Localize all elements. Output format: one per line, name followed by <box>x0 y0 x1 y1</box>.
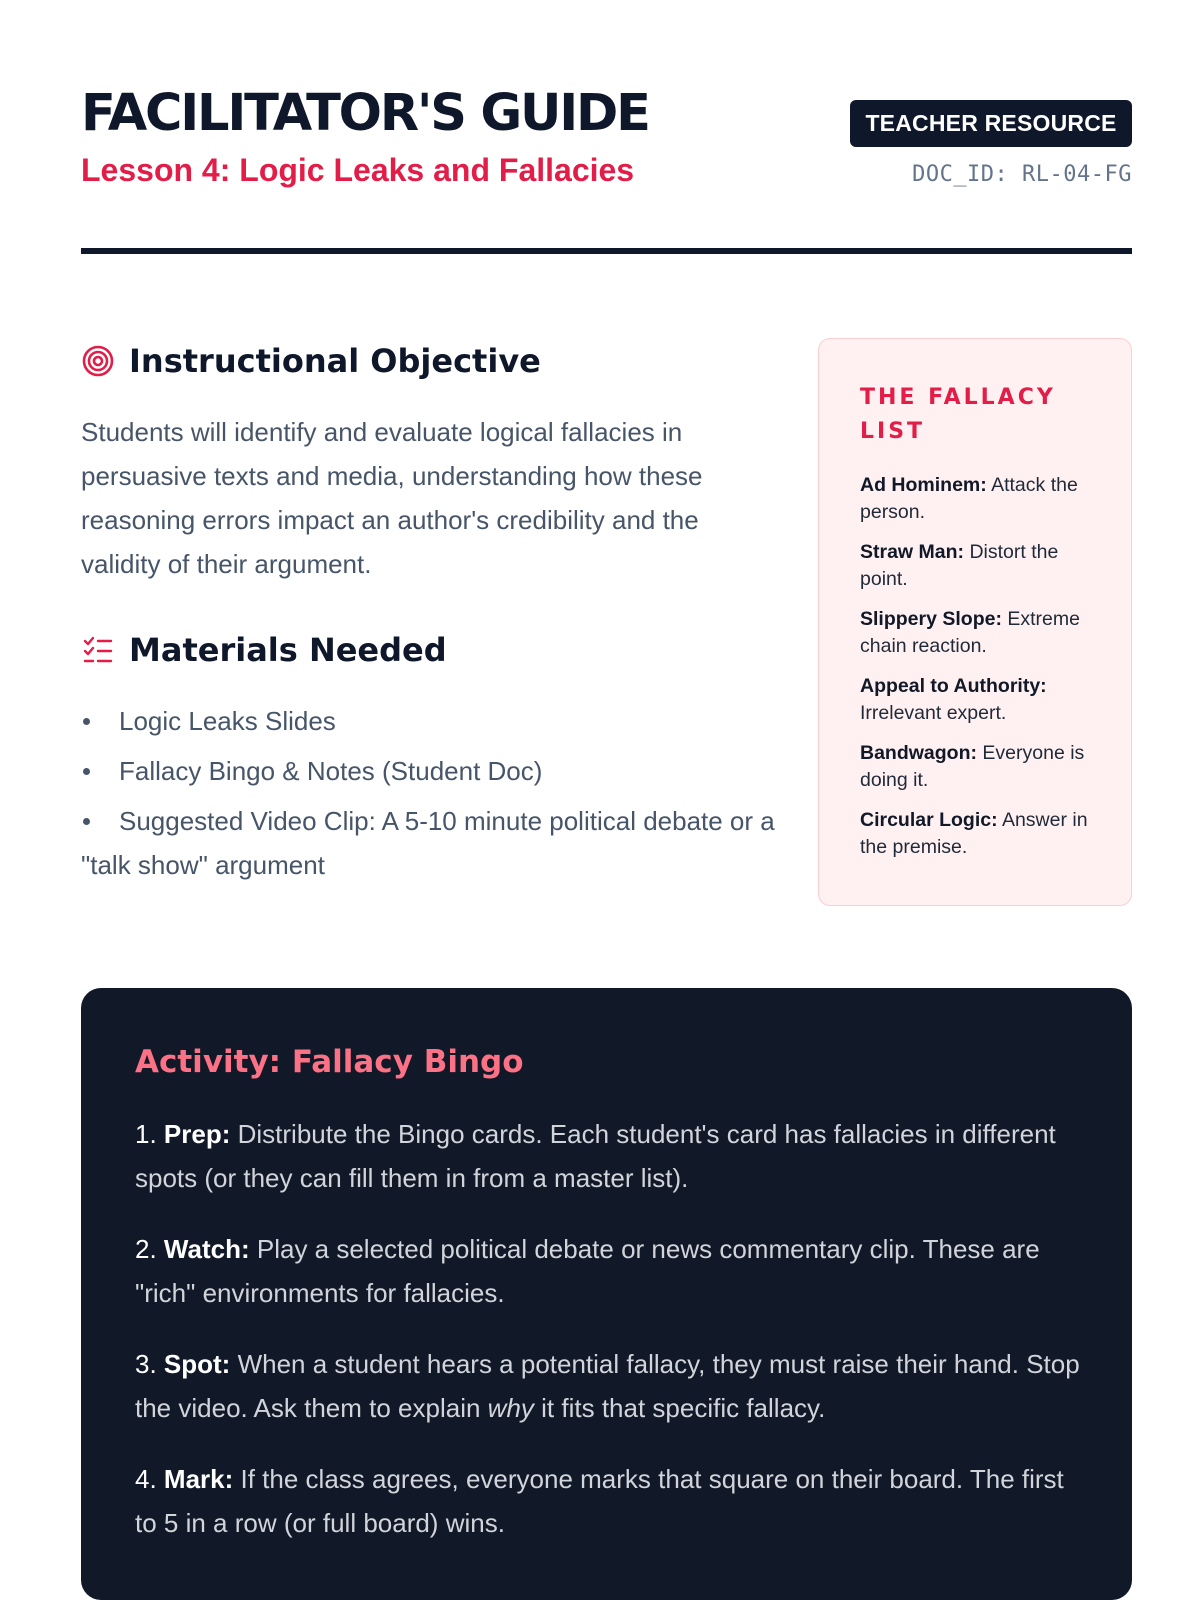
fallacy-term: Circular Logic: <box>860 809 998 831</box>
step-number: 3. <box>135 1349 157 1379</box>
fallacy-term: Ad Hominem: <box>860 474 987 496</box>
materials-heading: Materials Needed <box>129 631 447 669</box>
fallacy-list-panel <box>818 338 1132 906</box>
list-item <box>81 799 781 887</box>
step-text: If the class agrees, everyone marks that square on their board. The first to 5 in a row (or full board) wins. <box>135 1464 1064 1538</box>
fallacy-item <box>860 472 1100 526</box>
fallacy-list-title: THE FALLACY LIST <box>860 385 1056 444</box>
page-title: FACILITATOR'S GUIDE <box>81 84 649 143</box>
activity-step <box>135 1342 1085 1430</box>
activity-step <box>135 1112 1085 1200</box>
step-number: 4. <box>135 1464 157 1494</box>
activity-step <box>135 1457 1085 1545</box>
bullet-icon <box>83 818 90 825</box>
doc-id: DOC_ID: RL-04-FG <box>912 162 1132 187</box>
objective-heading: Instructional Objective <box>129 342 541 380</box>
activity-panel <box>81 988 1132 1600</box>
activity-steps <box>135 1112 1085 1572</box>
bullet-icon <box>83 768 90 775</box>
step-number: 2. <box>135 1234 157 1264</box>
teacher-resource-badge: TEACHER RESOURCE <box>850 100 1132 147</box>
checklist-icon <box>81 633 115 667</box>
document-header <box>81 82 1132 197</box>
step-label: Mark: <box>163 1464 234 1494</box>
fallacy-desc: Attack the person. <box>860 474 1078 523</box>
fallacy-desc: Distort the point. <box>860 541 1059 590</box>
list-item <box>81 749 781 793</box>
materials-heading-row <box>81 628 447 672</box>
fallacy-item <box>860 740 1100 794</box>
bullet-icon <box>83 718 90 725</box>
step-text: Distribute the Bingo cards. Each student's card has fallacies in different spots (or they can fill them in from a master list). <box>135 1119 1056 1193</box>
fallacy-item <box>860 673 1100 727</box>
fallacy-desc: Extreme chain reaction. <box>860 608 1080 657</box>
fallacy-item <box>860 807 1100 861</box>
activity-title: Activity: Fallacy Bingo <box>135 1044 524 1080</box>
fallacy-term: Bandwagon: <box>860 742 977 764</box>
step-label: Spot: <box>163 1349 231 1379</box>
fallacy-term: Straw Man: <box>860 541 965 563</box>
target-icon <box>81 344 115 378</box>
objective-heading-row <box>81 339 541 383</box>
header-divider <box>81 248 1132 254</box>
materials-list <box>81 699 781 893</box>
step-number: 1. <box>135 1119 157 1149</box>
step-label: Watch: <box>163 1234 250 1264</box>
fallacy-item <box>860 606 1100 660</box>
fallacy-list <box>860 472 1100 874</box>
lesson-subtitle: Lesson 4: Logic Leaks and Fallacies <box>81 152 635 188</box>
step-label: Prep: <box>163 1119 231 1149</box>
fallacy-desc: Everyone is doing it. <box>860 742 1085 791</box>
fallacy-desc: Irrelevant expert. <box>860 702 1007 724</box>
material-text: Suggested Video Clip: A 5-10 minute political debate or a "talk show" argument <box>81 806 775 880</box>
fallacy-term: Appeal to Authority: <box>860 675 1047 697</box>
fallacy-item <box>860 539 1100 593</box>
activity-step <box>135 1227 1085 1315</box>
material-text: Fallacy Bingo & Notes (Student Doc) <box>119 756 543 786</box>
step-text: When a student hears a potential fallacy, they must raise their hand. Stop the video. Ask them to explain <box>135 1349 1080 1423</box>
fallacy-desc: Answer in the premise. <box>860 809 1088 858</box>
list-item <box>81 699 781 743</box>
objective-text: Students will identify and evaluate logical fallacies in persuasive texts and media, understanding how these reasoning errors impact an author's credibility and the validity of their argument. <box>81 417 703 579</box>
step-emphasis: why <box>487 1393 534 1423</box>
fallacy-term: Slippery Slope: <box>860 608 1002 630</box>
step-text: it fits that specific fallacy. <box>541 1393 826 1423</box>
material-text: Logic Leaks Slides <box>119 706 336 736</box>
step-text: Play a selected political debate or news commentary clip. These are "rich" environments for fallacies. <box>135 1234 1040 1308</box>
